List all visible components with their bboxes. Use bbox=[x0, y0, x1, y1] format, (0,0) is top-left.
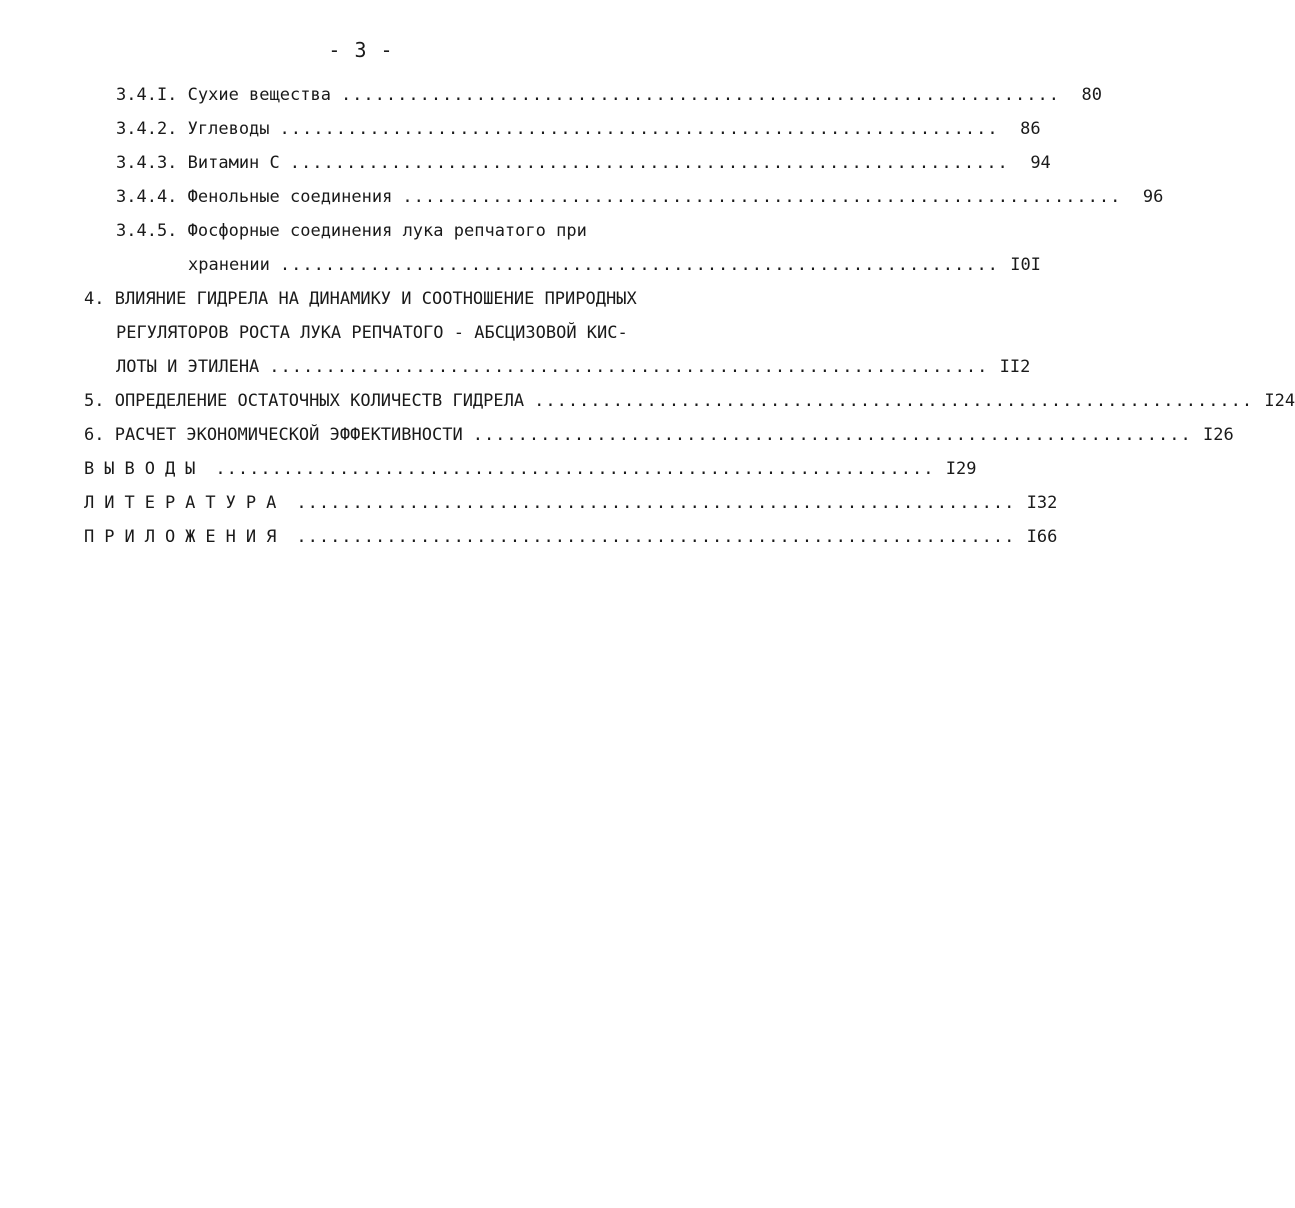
toc-entry-page: 96 bbox=[1142, 187, 1164, 207]
toc-entry-label: ЛОТЫ И ЭТИЛЕНА bbox=[116, 357, 260, 377]
toc-entry-page: I32 bbox=[1026, 493, 1058, 513]
toc-entry-3-4-5-line2 bbox=[188, 252, 1041, 278]
toc-entry-label: 5. ОПРЕДЕЛЕНИЕ ОСТАТОЧНЫХ КОЛИЧЕСТВ ГИДРЕЛА bbox=[84, 391, 525, 411]
toc-entry-page: I29 bbox=[945, 459, 977, 479]
toc-entry-page: I26 bbox=[1203, 425, 1234, 445]
leader-dots: ................................................................ bbox=[402, 187, 1122, 207]
toc-entry-5 bbox=[84, 388, 1295, 414]
toc-entry-label: ВЫВОДЫ bbox=[84, 459, 206, 479]
toc-entry-label: РЕГУЛЯТОРОВ РОСТА ЛУКА РЕПЧАТОГО - АБСЦИЗОВОЙ КИС- bbox=[116, 323, 628, 343]
toc-entry-3-4-1 bbox=[116, 82, 1102, 108]
toc-entry-page: 80 bbox=[1081, 85, 1102, 105]
leader-dots: ................................................................ bbox=[279, 255, 999, 275]
toc-entry-4-line1 bbox=[84, 286, 708, 312]
toc-entry-label: 3.4.3. Витамин С bbox=[116, 153, 280, 173]
toc-entry-label: 4. ВЛИЯНИЕ ГИДРЕЛА НА ДИНАМИКУ И СООТНОШЕНИЕ ПРИРОДНЫХ bbox=[84, 289, 637, 309]
leader-dots: ................................................................ bbox=[269, 357, 989, 377]
leader-dots: ................................................................ bbox=[472, 425, 1192, 445]
leader-dots: ................................................................ bbox=[534, 391, 1254, 411]
toc-entry-3-4-3 bbox=[116, 150, 1051, 176]
toc-entry-page: 86 bbox=[1020, 119, 1041, 139]
toc-entry-label: ЛИТЕРАТУРА bbox=[84, 493, 287, 513]
toc-entry-3-4-5-line1 bbox=[116, 218, 708, 244]
toc-entry-page: I0I bbox=[1010, 255, 1041, 275]
toc-entry-3-4-4 bbox=[116, 184, 1164, 210]
leader-dots: ................................................................ bbox=[296, 527, 1016, 547]
toc-entry-page: I24 bbox=[1264, 391, 1295, 411]
toc-entry-4-line3 bbox=[116, 354, 1031, 380]
toc-entry-4-line2 bbox=[116, 320, 708, 346]
page-number: - 3 - bbox=[328, 38, 394, 62]
leader-dots: ................................................................ bbox=[279, 119, 999, 139]
toc-entry-3-4-2 bbox=[116, 116, 1041, 142]
toc-entry-page: I66 bbox=[1026, 527, 1058, 547]
toc-entry-literature bbox=[84, 490, 1058, 516]
toc-entry-label: 3.4.I. Сухие вещества bbox=[116, 85, 331, 105]
toc-entry-appendices bbox=[84, 524, 1058, 550]
toc-entry-6 bbox=[84, 422, 1234, 448]
toc-entry-label: 3.4.2. Углеводы bbox=[116, 119, 270, 139]
leader-dots: ................................................................ bbox=[215, 459, 935, 479]
toc-entry-label: ПРИЛОЖЕНИЯ bbox=[84, 527, 287, 547]
toc-entry-conclusions bbox=[84, 456, 977, 482]
toc-entry-page: II2 bbox=[999, 357, 1031, 377]
leader-dots: ................................................................ bbox=[289, 153, 1009, 173]
toc-entry-label: 6. РАСЧЕТ ЭКОНОМИЧЕСКОЙ ЭФФЕКТИВНОСТИ bbox=[84, 425, 463, 445]
toc-entry-label: 3.4.4. Фенольные соединения bbox=[116, 187, 393, 207]
toc-entry-label: 3.4.5. Фосфорные соединения лука репчатого при bbox=[116, 221, 587, 241]
toc-entry-page: 94 bbox=[1030, 153, 1051, 173]
leader-dots: ................................................................ bbox=[296, 493, 1016, 513]
leader-dots: ................................................................ bbox=[340, 85, 1060, 105]
toc-entry-label: хранении bbox=[188, 255, 270, 275]
